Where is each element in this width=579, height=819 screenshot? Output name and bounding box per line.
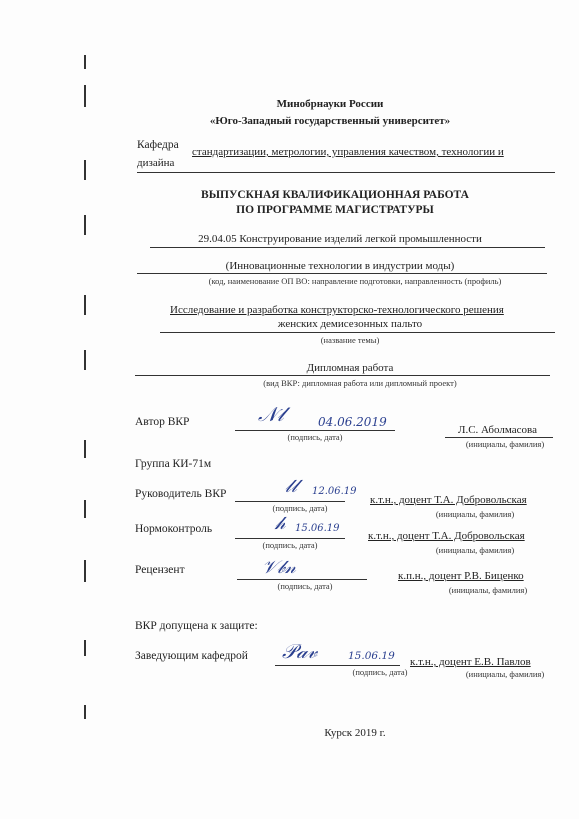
- program-caption: (код, наименование ОП ВО: направление подготовки, направленность (профиль): [208, 276, 502, 286]
- normcontrol-name-caption: (инициалы, фамилия): [435, 545, 515, 555]
- reviewer-sign-caption: (подпись, дата): [277, 581, 333, 591]
- reviewer-name: к.п.н., доцент Р.В. Биценко: [398, 570, 524, 582]
- profile-underline: [137, 273, 547, 274]
- scan-mark: [84, 705, 86, 719]
- group-label: Группа КИ-71м: [135, 458, 212, 470]
- work-title-line2: ПО ПРОГРАММЕ МАГИСТРАТУРЫ: [236, 204, 434, 216]
- supervisor-name: к.т.н., доцент Т.А. Добровольская: [370, 494, 527, 506]
- program-code: 29.04.05 Конструирование изделий легкой промышленности: [198, 233, 482, 245]
- work-type-underline: [135, 375, 550, 376]
- author-name-caption: (инициалы, фамилия): [465, 439, 545, 449]
- normcontrol-signature-scribble: 𝒽: [275, 513, 286, 534]
- supervisor-label: Руководитель ВКР: [135, 488, 227, 500]
- normcontrol-signature-date: 15.06.19: [295, 523, 340, 534]
- topic-line1: Исследование и разработка конструкторско-технологического решения: [170, 304, 504, 316]
- supervisor-sign-line: [235, 501, 345, 502]
- department-underline: [137, 172, 555, 173]
- head-sign-line: [275, 665, 400, 666]
- reviewer-name-caption: (инициалы, фамилия): [448, 585, 528, 595]
- scan-mark: [84, 560, 86, 582]
- topic-caption: (название темы): [320, 335, 380, 345]
- normcontrol-sign-caption: (подпись, дата): [262, 540, 318, 550]
- supervisor-signature-scribble: 𝓁𝓁: [285, 476, 297, 497]
- work-type-caption: (вид ВКР: дипломная работа или дипломный проект): [263, 378, 457, 388]
- normcontrol-sign-line: [235, 538, 345, 539]
- work-title-line1: ВЫПУСКНАЯ КВАЛИФИКАЦИОННАЯ РАБОТА: [201, 189, 469, 201]
- scan-mark: [84, 640, 86, 656]
- work-type-value: Дипломная работа: [306, 362, 394, 374]
- author-signature-date: 04.06.2019: [318, 415, 387, 429]
- scan-mark: [84, 440, 86, 458]
- reviewer-signature-scribble: 𝒱𝒷𝓃: [262, 557, 296, 578]
- supervisor-sign-caption: (подпись, дата): [272, 503, 328, 513]
- supervisor-signature-date: 12.06.19: [312, 486, 357, 497]
- city-year: Курск 2019 г.: [324, 727, 386, 739]
- author-name: Л.С. Аболмасова: [458, 424, 537, 436]
- scan-mark: [84, 85, 86, 107]
- reviewer-sign-line: [237, 579, 367, 580]
- head-label: Заведующим кафедрой: [135, 650, 248, 662]
- head-name-caption: (инициалы, фамилия): [465, 669, 545, 679]
- scan-mark: [84, 55, 86, 69]
- ministry-name: Минобрнауки России: [276, 98, 384, 110]
- scan-mark: [84, 295, 86, 315]
- program-profile: (Инновационные технологии в индустрии моды): [225, 260, 455, 272]
- head-signature-date: 15.06.19: [348, 650, 395, 662]
- author-sign-line: [235, 430, 395, 431]
- department-label: Кафедра: [137, 139, 179, 151]
- author-label: Автор ВКР: [135, 416, 190, 428]
- department-name: стандартизации, метрологии, управления качеством, технологии и: [192, 146, 504, 158]
- admission-label: ВКР допущена к защите:: [135, 620, 258, 632]
- normcontrol-name: к.т.н., доцент Т.А. Добровольская: [368, 530, 525, 542]
- topic-line2: женских демисезонных пальто: [277, 318, 423, 330]
- program-underline: [150, 247, 545, 248]
- scan-mark: [84, 500, 86, 518]
- university-name: «Юго-Западный государственный университет»: [209, 115, 451, 127]
- topic-underline: [160, 332, 555, 333]
- reviewer-label: Рецензент: [135, 564, 185, 576]
- normcontrol-label: Нормоконтроль: [135, 523, 213, 535]
- scan-mark: [84, 160, 86, 180]
- author-name-line: [445, 437, 553, 438]
- author-signature-scribble: 𝒩𝓁: [258, 402, 284, 426]
- department-name-cont: дизайна: [137, 157, 175, 169]
- supervisor-name-caption: (инициалы, фамилия): [435, 509, 515, 519]
- author-sign-caption: (подпись, дата): [287, 432, 343, 442]
- head-name: к.т.н., доцент Е.В. Павлов: [410, 656, 531, 668]
- head-signature-scribble: 𝒫𝒶𝓋: [282, 639, 318, 663]
- scan-mark: [84, 215, 86, 235]
- scan-mark: [84, 350, 86, 370]
- head-sign-caption: (подпись, дата): [352, 667, 408, 677]
